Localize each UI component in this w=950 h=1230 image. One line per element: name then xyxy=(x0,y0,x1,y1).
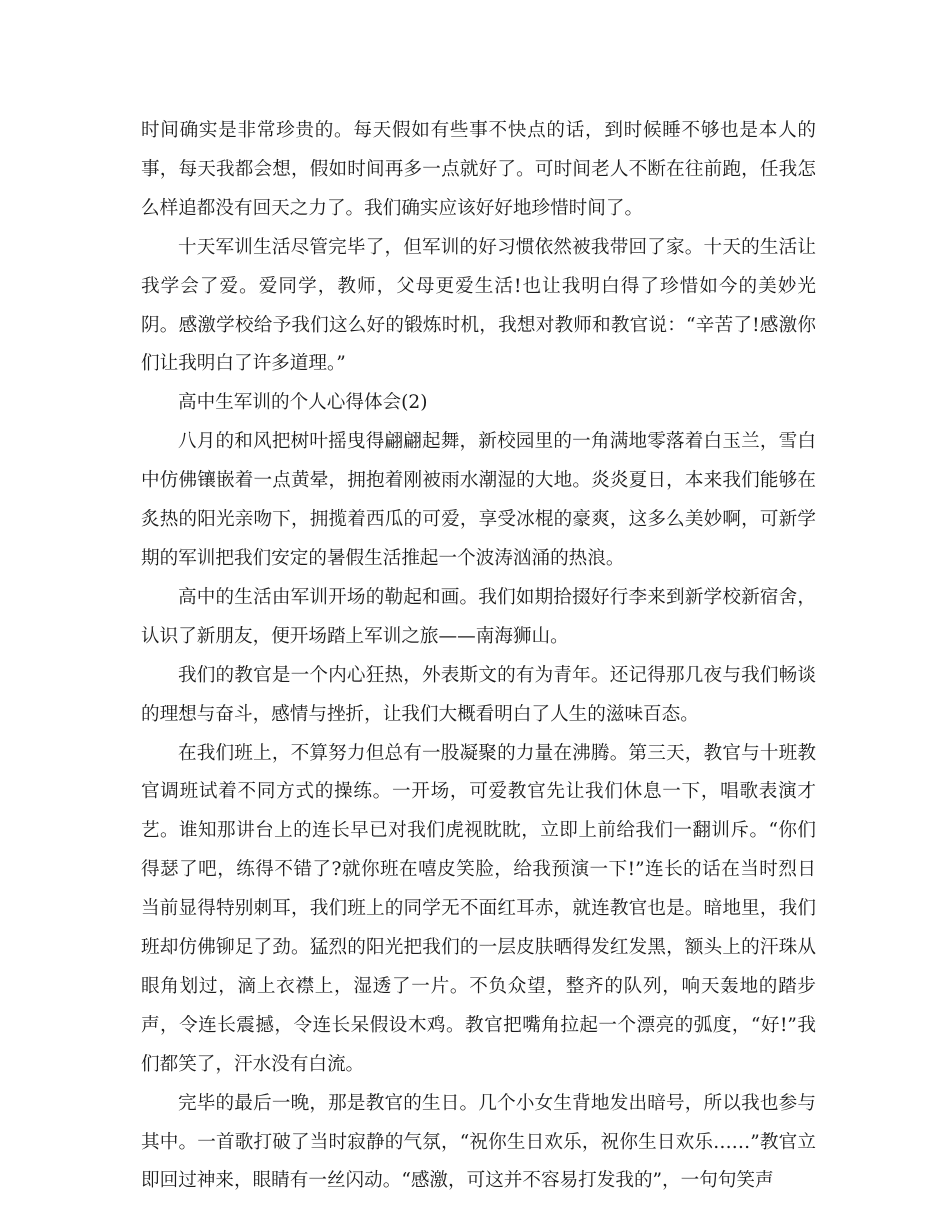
paragraph-1: 时间确实是非常珍贵的。每天假如有些事不快点的话，到时候睡不够也是本人的事，每天我都会想，假如时间再多一点就好了。可时间老人不断在往前跑，任我怎么样追都没有回天之力了。我们确实应该好好地珍惜时间了。 xyxy=(141,120,816,219)
paragraph-5: 我们的教官是一个内心狂热，外表斯文的有为青年。还记得那几夜与我们畅谈的理想与奋斗，感情与挫折，让我们大概看明白了人生的滋味百态。 xyxy=(141,664,816,725)
paragraph-7: 完毕的最后一晚，那是教官的生日。几个小女生背地发出暗号，所以我也参与其中。一首歌打破了当时寂静的气氛，“祝你生日欢乐，祝你生日欢乐……”教官立即回过神来，眼睛有一丝闪动。“感激，可这并不容易打发我的”，一句句笑声 xyxy=(141,1092,816,1192)
section-heading: 高中生军训的个人心得体会(2) xyxy=(178,392,428,414)
paragraph-6: 在我们班上，不算努力但总有一股凝聚的力量在沸腾。第三天，教官与十班教官调班试着不同方式的操练。一开场，可爱教官先让我们休息一下，唱歌表演才艺。谁知那讲台上的连长早已对我们虎视眈眈，立即上前给我们一翻训斥。“你们得瑟了吧，练得不错了?就你班在嘻皮笑脸，给我预演一下!”连长的话在当时烈日当前显得特别刺耳，我们班上的同学无不面红耳赤，就连教官也是。暗地里，我们班却仿佛铆足了劲。猛烈的阳光把我们的一层皮肤晒得发红发黑，额头上的汗珠从眼角划过，滴上衣襟上，湿透了一片。不负众望，整齐的队列，响天轰地的踏步声，令连长震撼，令连长呆假设木鸡。教官把嘴角拉起一个漂亮的弧度，“好!”我们都笑了，汗水没有白流。 xyxy=(141,742,816,1075)
document-body xyxy=(141,112,816,1201)
paragraph-4: 高中的生活由军训开场的勒起和画。我们如期拾掇好行李来到新学校新宿舍，认识了新朋友，便开场踏上军训之旅——南海狮山。 xyxy=(141,586,816,647)
paragraph-2: 十天军训生活尽管完毕了，但军训的好习惯依然被我带回了家。十天的生活让我学会了爱。爱同学，教师，父母更爱生活!也让我明白得了珍惜如今的美妙光阴。感激学校给予我们这么好的锻炼时机，我想对教师和教官说：“辛苦了!感激你们让我明白了许多道理。” xyxy=(141,236,816,375)
paragraph-3: 八月的和风把树叶摇曳得翩翩起舞，新校园里的一角满地零落着白玉兰，雪白中仿佛镶嵌着一点黄晕，拥抱着刚被雨水潮湿的大地。炎炎夏日，本来我们能够在炙热的阳光亲吻下，拥揽着西瓜的可爱，享受冰棍的豪爽，这多么美妙啊，可新学期的军训把我们安定的暑假生活推起一个波涛汹涌的热浪。 xyxy=(141,431,816,569)
